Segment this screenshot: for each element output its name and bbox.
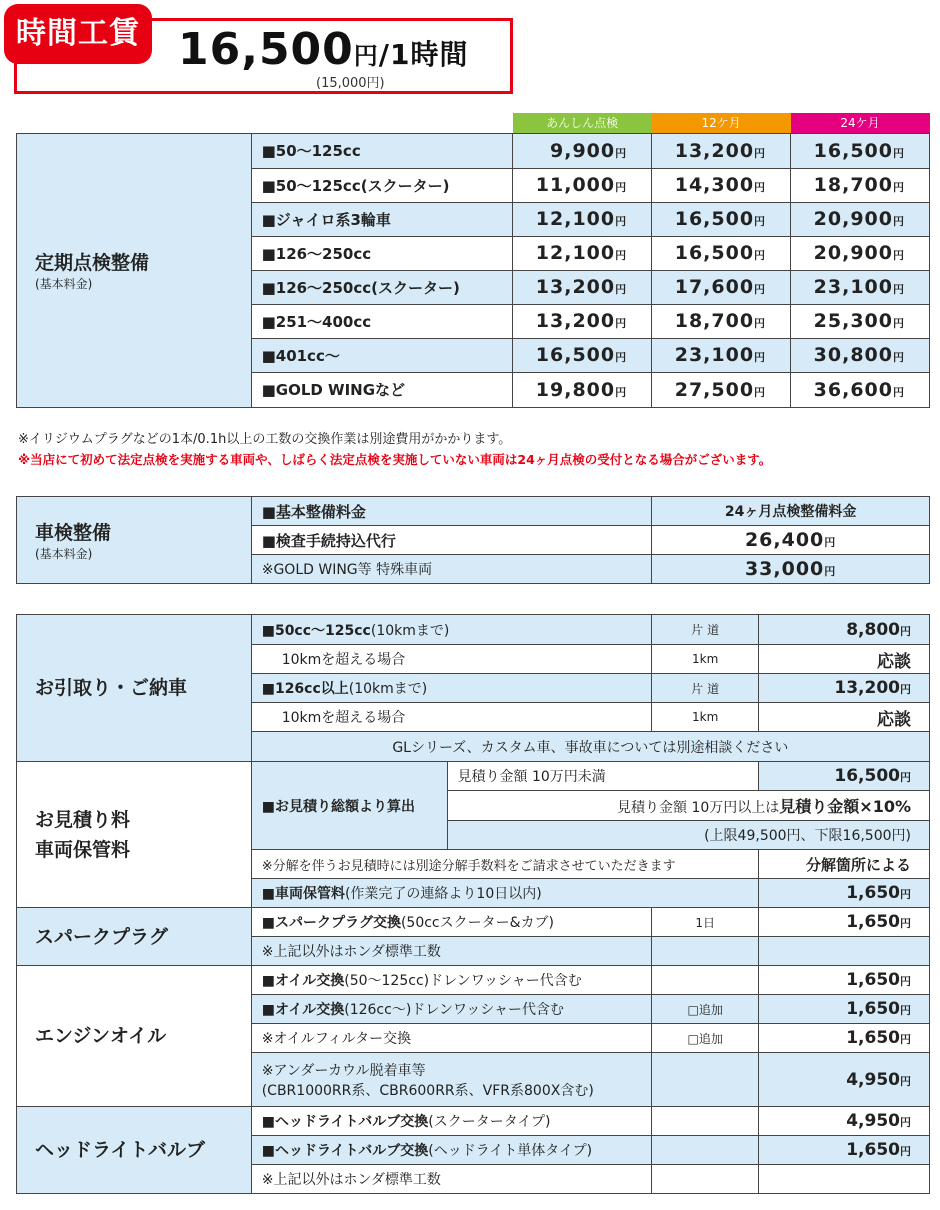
price-cell: 4,950円 (759, 1053, 930, 1107)
row-name: ■ヘッドライトバルブ交換(ヘッドライト単体タイプ) (251, 1136, 652, 1165)
pickup-note: GLシリーズ、カスタム車、事故車については別途相談ください (251, 732, 929, 762)
price-cell: 23,100円 (791, 270, 930, 304)
unit-cell: 1km (652, 645, 759, 674)
col-24m: 24ケ月 (791, 113, 930, 133)
price-cell: 14,300円 (652, 168, 791, 202)
category-inspection: 定期点検整備 (基本料金) (17, 133, 252, 407)
row-name: ■車両保管料(作業完了の連絡より10日以内) (251, 879, 758, 908)
price-cell: 応談 (759, 703, 930, 732)
price-cell: 13,200円 (513, 270, 652, 304)
price-cell: 1,650円 (759, 995, 930, 1024)
row-name: ■251～400cc (251, 304, 513, 338)
price-cell: 1,650円 (759, 966, 930, 995)
category-bulb: ヘッドライトバルブ (17, 1107, 252, 1194)
row-name: ■50cc～125cc(10kmまで) (251, 615, 652, 645)
row-name: ■50～125cc(スクーター) (251, 168, 513, 202)
row-name: 見積り金額 10万円未満 (447, 762, 759, 791)
price-cell: 16,500円 (652, 236, 791, 270)
price-cell: 1,650円 (759, 908, 930, 937)
category-oil: エンジンオイル (17, 966, 252, 1107)
row-name: ■検査手続持込代行 (251, 526, 652, 555)
price-cell: 33,000円 (652, 555, 930, 584)
price-cell: 23,100円 (652, 338, 791, 372)
price-cell: 20,900円 (791, 236, 930, 270)
row-name: ■基本整備料金 (251, 497, 652, 526)
price-cell: 16,500円 (759, 762, 930, 791)
row-estimate-limit: (上限49,500円、下限16,500円) (447, 821, 930, 850)
category-shaken: 車検整備 (基本料金) (17, 497, 252, 584)
category-pickup: お引取り・ご納車 (17, 615, 252, 762)
col-12m: 12ケ月 (652, 113, 791, 133)
unit-cell: □追加 (652, 995, 759, 1024)
row-name: 10kmを超える場合 (251, 703, 652, 732)
unit-cell: 1日 (652, 908, 759, 937)
price-cell: 20,900円 (791, 202, 930, 236)
note-iridium: ※イリジウムプラグなどの1本/0.1h以上の工数の交換作業は別途費用がかかります。 (18, 432, 512, 447)
col-anshin: あんしん点検 (513, 113, 652, 133)
price-cell: 1,650円 (759, 1136, 930, 1165)
unit-cell (652, 966, 759, 995)
price-cell: 16,500円 (652, 202, 791, 236)
row-name: ※オイルフィルター交換 (251, 1024, 652, 1053)
row-name: ■GOLD WINGなど (251, 372, 513, 407)
hourly-rate-tag: 時間工賃 (4, 4, 152, 64)
price-cell: 1,650円 (759, 1024, 930, 1053)
inspection-table (16, 113, 930, 408)
unit-cell: □追加 (652, 1024, 759, 1053)
price-cell: 17,600円 (652, 270, 791, 304)
row-name: ■401cc～ (251, 338, 513, 372)
row-name: ※アンダーカウル脱着車等 (CBR1000RR系、CBR600RR系、VFR系800X含む) (251, 1053, 652, 1107)
price-cell: 4,950円 (759, 1107, 930, 1136)
row-name: ※GOLD WING等 特殊車両 (251, 555, 652, 584)
row-name: ■126～250cc (251, 236, 513, 270)
unit-cell: 片 道 (652, 674, 759, 703)
price-cell: 12,100円 (513, 236, 652, 270)
row-name: ※分解を伴うお見積時には別途分解手数料をご請求させていただきます (251, 850, 758, 879)
price-cell: 30,800円 (791, 338, 930, 372)
row-name: ■スパークプラグ交換(50ccスクーター&カブ) (251, 908, 652, 937)
price-cell: 24ヶ月点検整備料金 (652, 497, 930, 526)
price-cell: 8,800円 (759, 615, 930, 645)
hourly-rate-price: 16,500円/1時間 (178, 24, 469, 75)
row-name: ■ヘッドライトバルブ交換(スクータータイプ) (251, 1107, 652, 1136)
price-cell: 11,000円 (513, 168, 652, 202)
row-name: ■126cc以上(10kmまで) (251, 674, 652, 703)
unit-cell: 片 道 (652, 615, 759, 645)
row-name: ※上記以外はホンダ標準工数 (251, 1165, 652, 1194)
price-cell: 18,700円 (652, 304, 791, 338)
price-cell: 分解箇所による (759, 850, 930, 879)
row-name: ■オイル交換(126cc～)ドレンワッシャー代含む (251, 995, 652, 1024)
price-cell: 16,500円 (791, 133, 930, 168)
price-cell: 1,650円 (759, 879, 930, 908)
price-cell: 9,900円 (513, 133, 652, 168)
row-name: ※上記以外はホンダ標準工数 (251, 937, 652, 966)
hourly-rate-sub: (15,000円) (316, 76, 385, 91)
category-spark: スパークプラグ (17, 908, 252, 966)
price-cell: 19,800円 (513, 372, 652, 407)
price-cell: 27,500円 (652, 372, 791, 407)
price-cell: 応談 (759, 645, 930, 674)
price-cell: 36,600円 (791, 372, 930, 407)
price-cell: 13,200円 (759, 674, 930, 703)
row-name: 10kmを超える場合 (251, 645, 652, 674)
price-cell: 18,700円 (791, 168, 930, 202)
row-estimate-percent: 見積り金額 10万円以上は見積り金額×10% (447, 791, 930, 821)
note-24m: ※当店にて初めて法定点検を実施する車両や、しばらく法定点検を実施していない車両は24ヶ月点検の受付となる場合がございます。 (18, 452, 772, 467)
shaken-table (16, 496, 930, 584)
price-cell: 25,300円 (791, 304, 930, 338)
row-name: ■オイル交換(50～125cc)ドレンワッシャー代含む (251, 966, 652, 995)
services-table (16, 614, 930, 1194)
price-cell: 16,500円 (513, 338, 652, 372)
row-name: ■50～125cc (251, 133, 513, 168)
estimate-sub: ■お見積り総額より算出 (251, 762, 447, 850)
row-name: ■126～250cc(スクーター) (251, 270, 513, 304)
row-name: ■ジャイロ系3輪車 (251, 202, 513, 236)
price-cell: 12,100円 (513, 202, 652, 236)
category-estimate: お見積り料 車両保管料 (17, 762, 252, 908)
price-cell: 26,400円 (652, 526, 930, 555)
price-cell: 13,200円 (652, 133, 791, 168)
unit-cell: 1km (652, 703, 759, 732)
price-cell: 13,200円 (513, 304, 652, 338)
